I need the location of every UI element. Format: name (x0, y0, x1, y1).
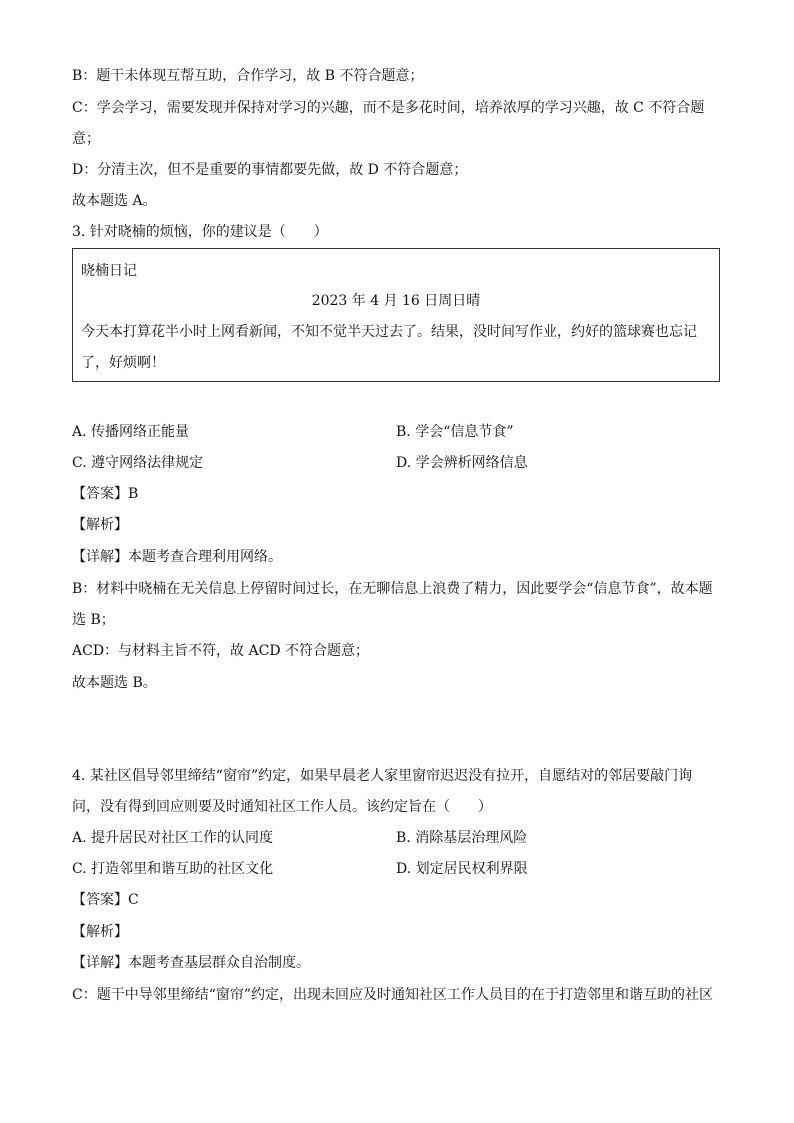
q3-answer (72, 484, 138, 504)
q4-option-c-explanation: C：题干中导邻里缔结“窗帘”约定，出现未回应及时通知社区工作人员目的在于打造邻里和谐互助的社区 (72, 987, 714, 1003)
prev-option-d-explanation: D：分清主次，但不是重要的事情都要先做，故 D 不符合题意； (72, 162, 468, 178)
q4-detail-tag: 【详解】 (72, 955, 128, 971)
prev-conclusion: 故本题选 A。 (72, 193, 157, 209)
diary-body-line-1: 今天本打算花半小时上网看新闻，不知不觉半天过去了。结果，没时间写作业，约好的篮球赛也忘记 (81, 324, 697, 340)
diary-date: 2023 年 4 月 16 日周日晴 (311, 293, 481, 309)
question-4-stem-line-2: 问，没有得到回应则要及时通知社区工作人员。该约定旨在（ ） (72, 799, 492, 815)
diary-box (72, 248, 720, 382)
prev-option-b-explanation: B：题干未体现互帮互助，合作学习，故 B 不符合题意； (72, 68, 424, 84)
q3-option-a: A. 传播网络正能量 (72, 424, 190, 440)
diary-title: 晓楠日记 (81, 263, 137, 279)
diary-body-line-2: 了，好烦啊！ (81, 355, 165, 371)
question-3-stem: 3. 针对晓楠的烦恼，你的建议是（ ） (72, 224, 328, 240)
q4-answer-tag: 【答案】 (72, 892, 128, 908)
q3-option-acd-explanation: ACD：与材料主旨不符，故 ACD 不符合题意； (72, 643, 369, 659)
q4-option-c: C. 打造邻里和谐互助的社区文化 (72, 861, 274, 877)
q4-option-a: A. 提升居民对社区工作的认同度 (72, 830, 274, 846)
q4-answer (72, 890, 139, 910)
q3-option-b-explanation-cont: 选 B； (72, 612, 115, 628)
q3-option-d: D. 学会辨析网络信息 (396, 455, 528, 471)
q4-option-d: D. 划定居民权利界限 (396, 861, 528, 877)
q3-answer-tag: 【答案】 (72, 486, 128, 502)
q3-option-b: B. 学会“信息节食” (396, 424, 514, 440)
prev-option-c-explanation: C：学会学习，需要发现并保持对学习的兴趣，而不是多花时间，培养浓厚的学习兴趣，故 C 不符合题 (72, 100, 705, 116)
q3-option-b-explanation: B：材料中晓楠在无关信息上停留时间过长，在无聊信息上浪费了精力，因此要学会“信息节食”，故本题 (72, 581, 713, 597)
q4-detail (72, 953, 310, 973)
q3-detail (72, 547, 282, 567)
q4-analysis-tag: 【解析】 (72, 924, 128, 940)
q3-option-c: C. 遵守网络法律规定 (72, 455, 204, 471)
q3-answer-value: B (128, 486, 139, 502)
q4-detail-text: 本题考查基层群众自治制度。 (128, 955, 310, 971)
q4-option-b: B. 消除基层治理风险 (396, 830, 528, 846)
prev-option-c-explanation-cont: 意； (72, 131, 100, 147)
q3-conclusion: 故本题选 B。 (72, 675, 157, 691)
q3-analysis-tag: 【解析】 (72, 517, 128, 533)
question-4-stem-line-1: 4. 某社区倡导邻里缔结“窗帘”约定，如果早晨老人家里窗帘迟迟没有拉开，自愿结对的邻居要敲门询 (72, 768, 693, 784)
q3-detail-tag: 【详解】 (72, 549, 128, 565)
q3-detail-text: 本题考查合理利用网络。 (128, 549, 282, 565)
q4-answer-value: C (128, 892, 139, 908)
